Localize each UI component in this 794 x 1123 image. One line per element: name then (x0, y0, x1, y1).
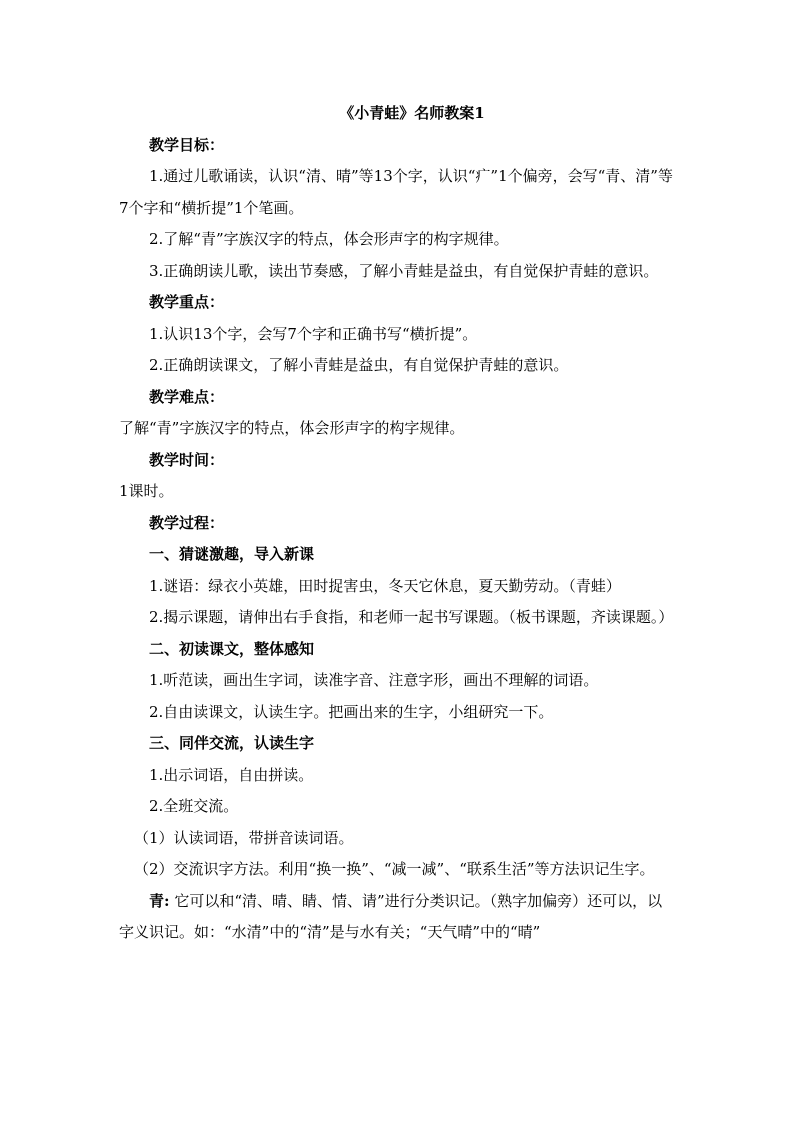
paragraph-text: 它可以和“清、晴、睛、情、请”进行分类识记。（熟字加偏旁）还可以，以字义识记。如：“水清”中的“清”是与水有关；“天气晴”中的“晴” (119, 891, 663, 941)
subsection-heading-2: 二、初读课文，整体感知 (149, 639, 315, 658)
paragraph: （2）交流识字方法。利用“换一换”、“减一减”、“联系生活”等方法识记生字。 (134, 860, 655, 878)
document-title: 《小青蛙》名师教案1 (339, 104, 485, 122)
paragraph-lead: 青: (149, 891, 170, 910)
paragraph: 1.出示词语，自由拼读。 (149, 765, 314, 784)
paragraph: 了解“青”字族汉字的特点，体会形声字的构字规律。 (119, 419, 465, 437)
paragraph: 2.自由读课文，认读生字。把画出来的生字，小组研究一下。 (149, 702, 554, 721)
section-heading-difficulties: 教学难点： (149, 387, 225, 406)
paragraph: 1.通过儿歌诵读，认识“清、晴”等13个字，认识“疒”1个偏旁，会写“青、清”等7个字和“横折提”1个笔画。 (119, 167, 673, 217)
paragraph: 2.全班交流。 (149, 797, 239, 815)
paragraph-qing (119, 886, 675, 949)
section-heading-time: 教学时间： (149, 450, 225, 469)
paragraph: 1.谜语：绿衣小英雄，田时捉害虫，冬天它休息，夏天勤劳动。（青蛙） (149, 576, 621, 595)
paragraph: （1）认读词语，带拼音读词语。 (134, 828, 354, 847)
paragraph: 1.听范读，画出生字词，读准字音、注意字形，画出不理解的词语。 (149, 671, 599, 689)
section-heading-objectives: 教学目标： (149, 135, 225, 154)
paragraph: 3.正确朗读儿歌，读出节奏感，了解小青蛙是益虫，有自觉保护青蛙的意识。 (149, 261, 659, 280)
paragraph: 1.认识13个字，会写7个字和正确书写“横折提”。 (149, 324, 478, 343)
document-body (119, 98, 675, 949)
paragraph: 2.揭示课题，请伸出右手食指，和老师一起书写课题。（板书课题，齐读课题。） (149, 608, 674, 626)
subsection-heading-3: 三、同伴交流，认读生字 (149, 734, 315, 752)
paragraph: 2.正确朗读课文，了解小青蛙是益虫，有自觉保护青蛙的意识。 (149, 356, 569, 374)
subsection-heading-1: 一、猜谜激趣，导入新课 (149, 545, 315, 563)
section-heading-process: 教学过程： (149, 513, 225, 532)
section-heading-key-points: 教学重点： (149, 293, 225, 311)
paragraph: 2.了解“青”字族汉字的特点，体会形声字的构字规律。 (149, 230, 509, 248)
paragraph: 1课时。 (119, 482, 174, 500)
